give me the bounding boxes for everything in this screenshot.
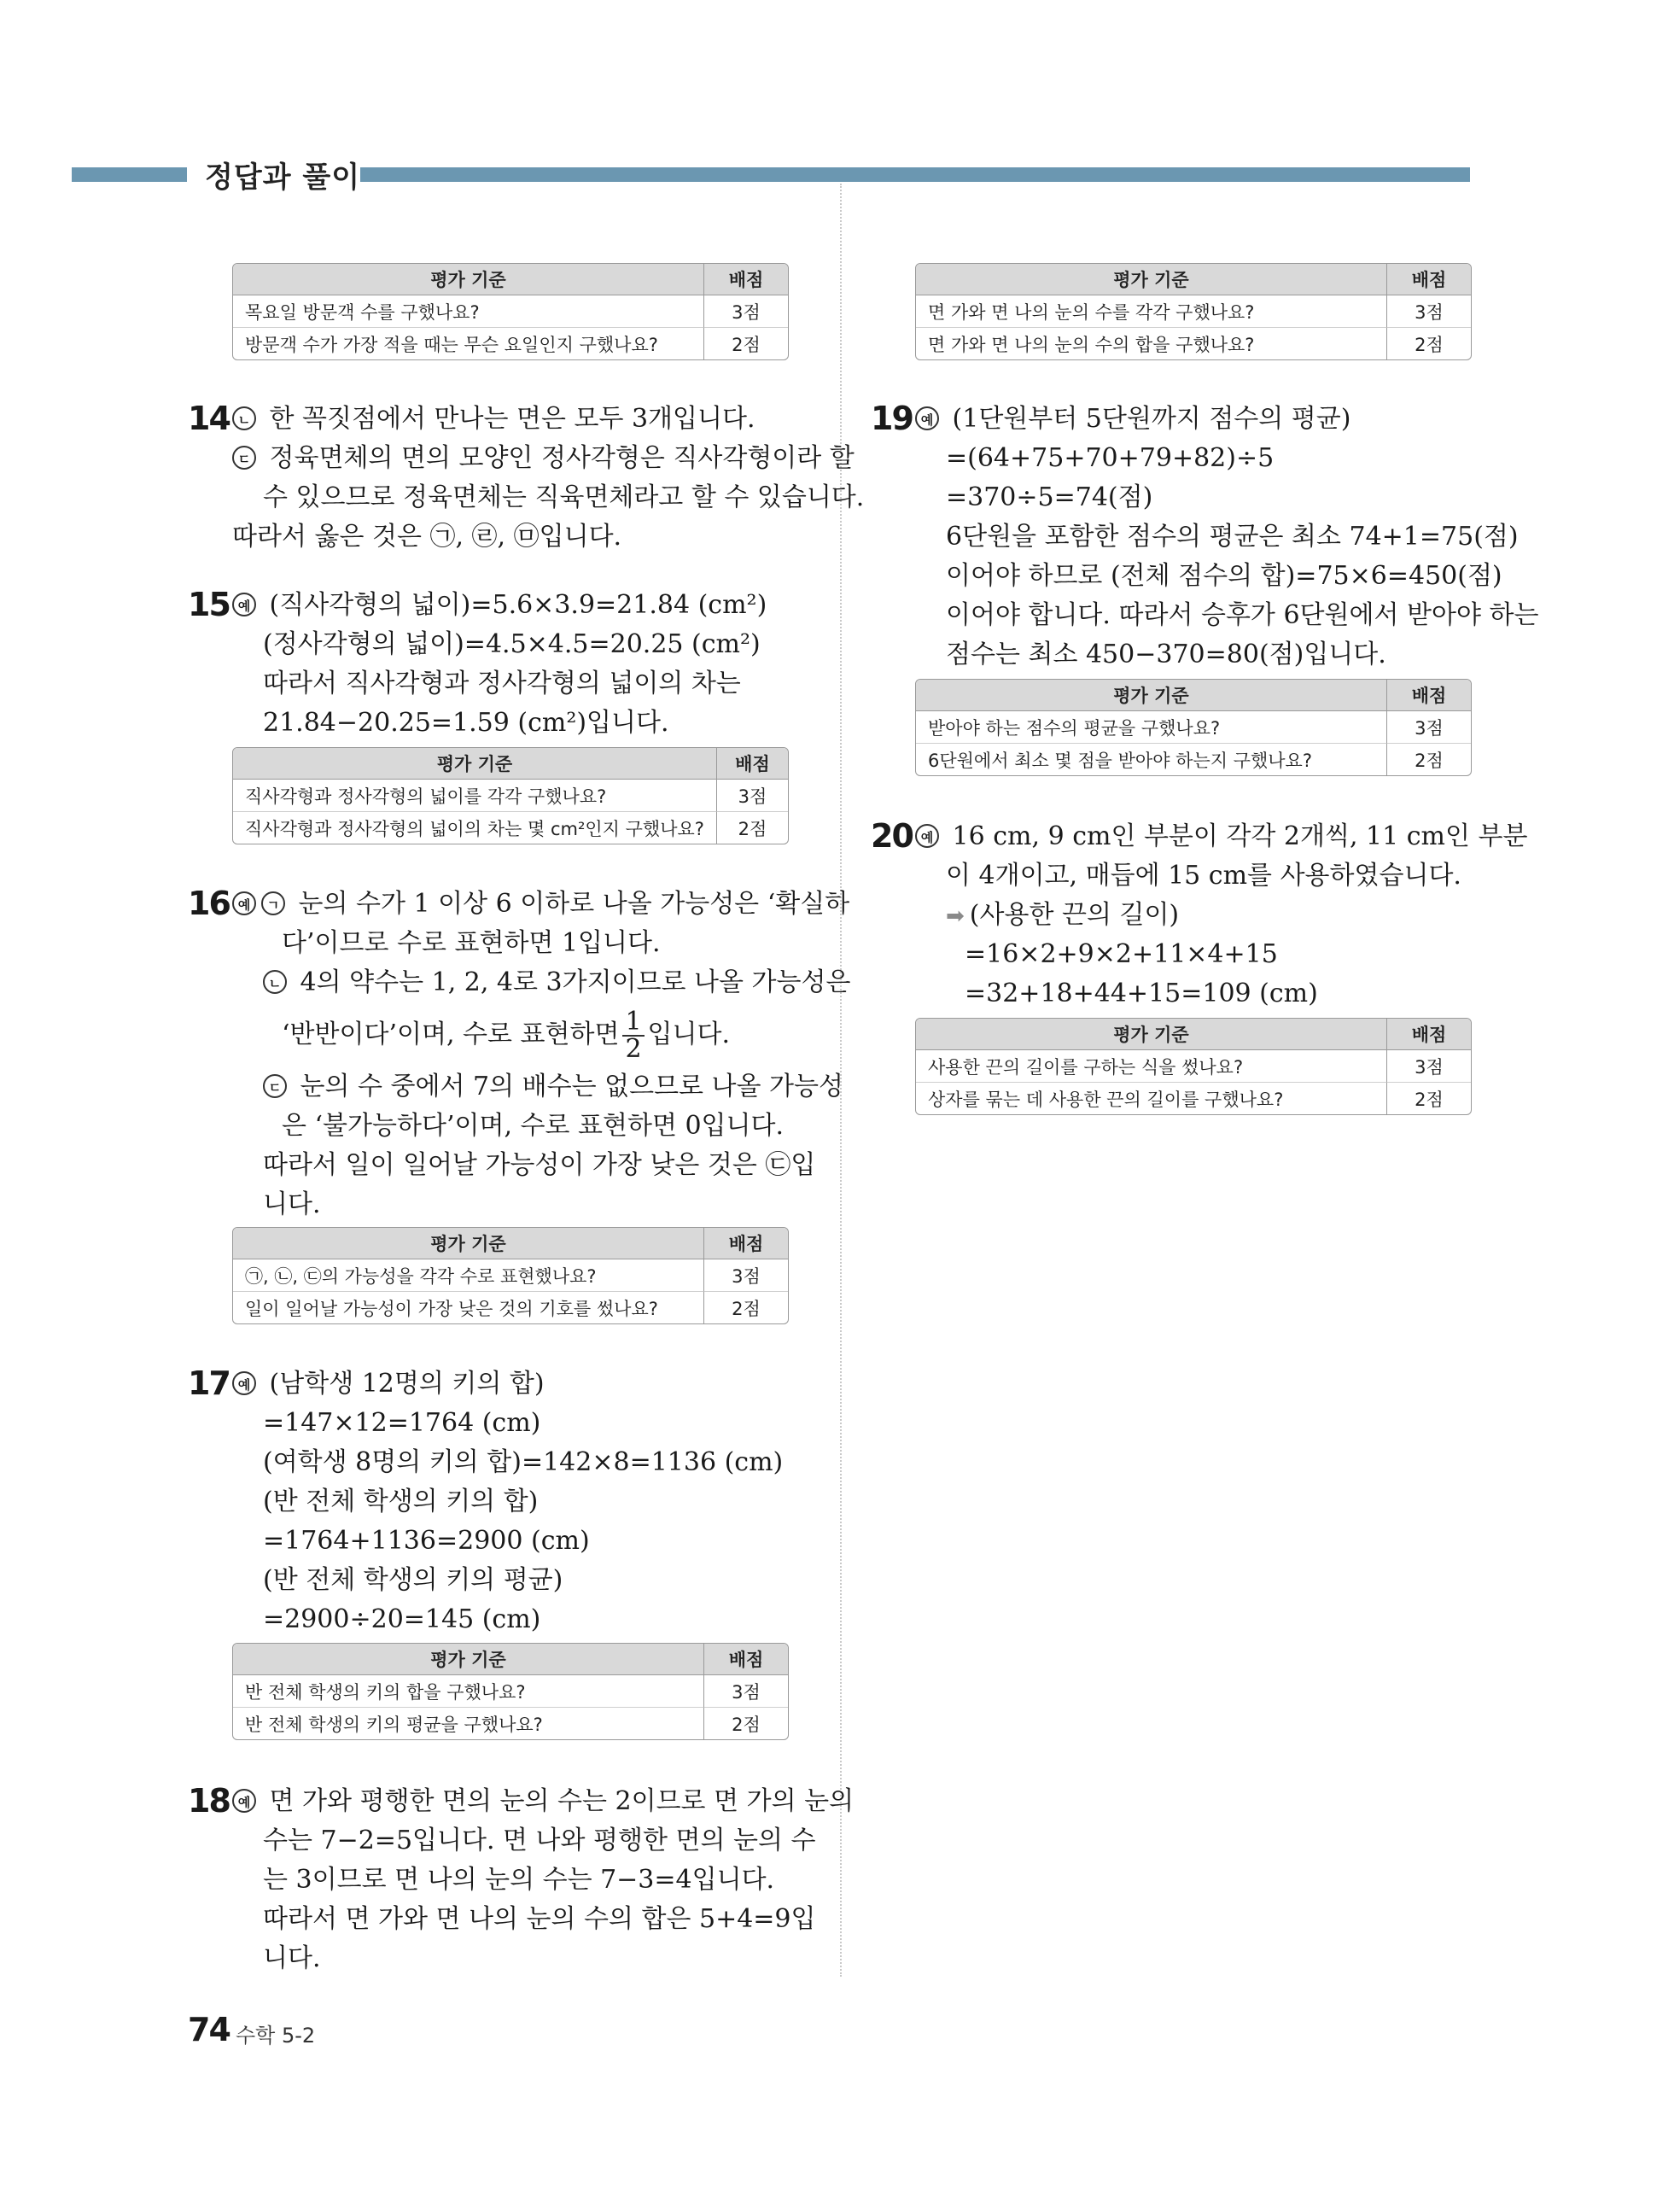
answer-line: 따라서 직사각형과 정사각형의 넓이의 차는 bbox=[263, 669, 741, 698]
criteria-row: 목요일 방문객 수를 구했나요? bbox=[245, 301, 480, 323]
question-number-18: 18 bbox=[188, 1782, 230, 1820]
fraction-denominator: 2 bbox=[625, 1034, 642, 1064]
example-mark: 예 bbox=[915, 406, 939, 430]
answer-line: 6단원을 포함한 점수의 평균은 최소 74+1=75(점) bbox=[946, 522, 1519, 552]
criteria-row: 6단원에서 최소 몇 점을 받아야 하는지 구했나요? bbox=[916, 743, 1386, 775]
criteria-header: 평가 기준 bbox=[916, 1019, 1386, 1050]
criteria-row: 면 가와 면 나의 눈의 수를 각각 구했나요? bbox=[928, 301, 1255, 323]
score-cell: 2점 bbox=[1386, 743, 1471, 775]
header-title: 정답과 풀이 bbox=[205, 161, 361, 195]
score-cell: 3점 bbox=[716, 780, 788, 811]
circled-mark: ㄷ bbox=[263, 1074, 287, 1098]
score-cell: 3점 bbox=[1386, 1050, 1471, 1082]
criteria-table-15 bbox=[232, 747, 789, 844]
score-cell: 3점 bbox=[703, 1675, 788, 1707]
criteria-row: 일이 일어날 가능성이 가장 낮은 것의 기호를 썼나요? bbox=[233, 1291, 703, 1323]
score-header: 배점 bbox=[1386, 1019, 1471, 1050]
answer-14 bbox=[232, 400, 864, 557]
score-cell: 3점 bbox=[1386, 711, 1471, 743]
criteria-table-13 bbox=[232, 263, 789, 360]
answer-line: (직사각형의 넓이)=5.6×3.9=21.84 (cm²) bbox=[261, 590, 767, 620]
question-number-19: 19 bbox=[871, 400, 913, 437]
score-header: 배점 bbox=[703, 1228, 788, 1259]
answer-15 bbox=[232, 586, 767, 743]
criteria-table-20 bbox=[915, 1018, 1472, 1115]
answer-line: 21.84−20.25=1.59 (cm²)입니다. bbox=[263, 708, 669, 738]
answer-18 bbox=[232, 1782, 854, 1978]
criteria-row: 반 전체 학생의 키의 평균을 구했나요? bbox=[233, 1707, 703, 1739]
question-number-17: 17 bbox=[188, 1364, 230, 1402]
answer-line: 따라서 옳은 것은 ㉠, ㉣, ㉤입니다. bbox=[232, 522, 622, 552]
criteria-row: 면 가와 면 나의 눈의 수의 합을 구했나요? bbox=[916, 327, 1386, 359]
answer-line: 이어야 하므로 (전체 점수의 합)=75×6=450(점) bbox=[946, 561, 1502, 591]
answer-line: 수는 7−2=5입니다. 면 나와 평행한 면의 눈의 수 bbox=[263, 1826, 816, 1855]
answer-line: 따라서 면 가와 면 나의 눈의 수의 합은 5+4=9입 bbox=[263, 1904, 816, 1934]
answer-line: =370÷5=74(점) bbox=[946, 482, 1153, 512]
score-cell: 3점 bbox=[703, 1259, 788, 1291]
criteria-header: 평가 기준 bbox=[916, 680, 1386, 711]
criteria-row: 받아야 하는 점수의 평균을 구했나요? bbox=[928, 717, 1221, 739]
score-cell: 2점 bbox=[703, 1707, 788, 1739]
answer-line: ‘반반이다’이며, 수로 표현하면 bbox=[282, 1020, 620, 1049]
answer-line: (정사각형의 넓이)=4.5×4.5=20.25 (cm²) bbox=[263, 629, 761, 659]
criteria-row: ㉠, ㉡, ㉢의 가능성을 각각 수로 표현했나요? bbox=[245, 1265, 597, 1287]
answer-line: =1764+1136=2900 (cm) bbox=[263, 1526, 590, 1556]
criteria-row: 직사각형과 정사각형의 넓이의 차는 몇 cm²인지 구했나요? bbox=[233, 811, 716, 844]
answer-line: (여학생 8명의 키의 합)=142×8=1136 (cm) bbox=[263, 1447, 784, 1477]
criteria-header: 평가 기준 bbox=[916, 264, 1386, 295]
answer-line: 니다. bbox=[263, 1943, 321, 1973]
arrow-right-icon: ➡ bbox=[946, 903, 965, 929]
answer-line: 면 가와 평행한 면의 눈의 수는 2이므로 면 가의 눈의 bbox=[261, 1786, 855, 1816]
fraction-numerator: 1 bbox=[622, 1009, 644, 1037]
answer-17 bbox=[232, 1364, 783, 1639]
question-number-16: 16 bbox=[188, 885, 230, 922]
score-cell: 2점 bbox=[716, 811, 788, 844]
answer-line: (반 전체 학생의 키의 합) bbox=[263, 1487, 539, 1516]
answer-line: 정육면체의 면의 모양인 정사각형은 직사각형이라 할 bbox=[261, 443, 855, 473]
answer-line: 한 꼭짓점에서 만나는 면은 모두 3개입니다. bbox=[261, 404, 755, 434]
answer-line: =(64+75+70+79+82)÷5 bbox=[946, 443, 1275, 473]
answer-line: (반 전체 학생의 키의 평균) bbox=[263, 1565, 563, 1595]
example-mark: 예 bbox=[232, 891, 256, 915]
score-header: 배점 bbox=[703, 264, 788, 295]
score-cell: 2점 bbox=[1386, 1082, 1471, 1114]
circled-mark: ㄷ bbox=[232, 446, 256, 470]
answer-line: 16 cm, 9 cm인 부분이 각각 2개씩, 11 cm인 부분 bbox=[944, 821, 1528, 851]
circled-mark: ㄴ bbox=[232, 406, 256, 430]
question-number-20: 20 bbox=[871, 817, 913, 855]
answer-line: 4의 약수는 1, 2, 4로 3가지이므로 나올 가능성은 bbox=[292, 967, 851, 997]
criteria-header: 평가 기준 bbox=[233, 264, 703, 295]
example-mark: 예 bbox=[232, 1789, 256, 1813]
answer-line: 수 있으므로 정육면체는 직육면체라고 할 수 있습니다. bbox=[263, 482, 865, 512]
header-bar-left bbox=[72, 167, 187, 182]
book-subject: 수학 5-2 bbox=[236, 2024, 316, 2048]
criteria-table-19 bbox=[915, 679, 1472, 776]
circled-mark: ㄱ bbox=[261, 891, 285, 915]
header-bar-right bbox=[360, 167, 1470, 182]
answer-19 bbox=[915, 400, 1538, 675]
criteria-row: 직사각형과 정사각형의 넓이를 각각 구했나요? bbox=[245, 786, 607, 807]
criteria-row: 방문객 수가 가장 적을 때는 무슨 요일인지 구했나요? bbox=[233, 327, 703, 359]
answer-line: =2900÷20=145 (cm) bbox=[263, 1604, 541, 1634]
score-cell: 2점 bbox=[703, 1291, 788, 1323]
answer-line: 점수는 최소 450−370=80(점)입니다. bbox=[946, 640, 1386, 669]
score-header: 배점 bbox=[716, 748, 788, 780]
criteria-table-17 bbox=[232, 1643, 789, 1740]
answer-line: (남학생 12명의 키의 합) bbox=[261, 1369, 545, 1399]
answer-line: 다’이므로 수로 표현하면 1입니다. bbox=[282, 928, 661, 958]
answer-line: (1단원부터 5단원까지 점수의 평균) bbox=[944, 404, 1351, 434]
score-cell: 3점 bbox=[703, 295, 788, 327]
fraction-one-half bbox=[622, 1009, 644, 1062]
answer-16 bbox=[232, 885, 850, 1224]
example-mark: 예 bbox=[232, 593, 256, 616]
answer-line: 니다. bbox=[263, 1189, 321, 1219]
question-number-15: 15 bbox=[188, 586, 230, 623]
answer-line: 눈의 수가 1 이상 6 이하로 나올 가능성은 ‘확실하 bbox=[290, 889, 850, 919]
answer-line: =16×2+9×2+11×4+15 bbox=[965, 939, 1278, 969]
answer-line: =32+18+44+15=109 (cm) bbox=[965, 979, 1318, 1008]
criteria-row: 반 전체 학생의 키의 합을 구했나요? bbox=[245, 1681, 526, 1703]
answer-line: 는 3이므로 면 나의 눈의 수는 7−3=4입니다. bbox=[263, 1865, 775, 1895]
criteria-header: 평가 기준 bbox=[233, 1228, 703, 1259]
answer-20 bbox=[915, 817, 1527, 1014]
score-cell: 2점 bbox=[1386, 327, 1471, 359]
criteria-header: 평가 기준 bbox=[233, 1644, 703, 1675]
circled-mark: ㄴ bbox=[263, 970, 287, 994]
criteria-table-18 bbox=[915, 263, 1472, 360]
answer-line: 따라서 일이 일어날 가능성이 가장 낮은 것은 ㉢입 bbox=[263, 1150, 816, 1180]
score-cell: 2점 bbox=[703, 327, 788, 359]
example-mark: 예 bbox=[232, 1371, 256, 1395]
score-header: 배점 bbox=[1386, 264, 1471, 295]
score-header: 배점 bbox=[703, 1644, 788, 1675]
answer-line: (사용한 끈의 길이) bbox=[969, 900, 1180, 930]
question-number-14: 14 bbox=[188, 400, 230, 437]
score-header: 배점 bbox=[1386, 680, 1471, 711]
criteria-header: 평가 기준 bbox=[233, 748, 716, 780]
answer-line: 은 ‘불가능하다’이며, 수로 표현하면 0입니다. bbox=[282, 1111, 785, 1141]
criteria-row: 상자를 묶는 데 사용한 끈의 길이를 구했나요? bbox=[916, 1082, 1386, 1114]
criteria-row: 사용한 끈의 길이를 구하는 식을 썼나요? bbox=[928, 1056, 1244, 1078]
page-number: 74 bbox=[188, 2011, 230, 2048]
answer-line: 눈의 수 중에서 7의 배수는 없으므로 나올 가능성 bbox=[292, 1072, 843, 1101]
answer-line: 이어야 합니다. 따라서 승후가 6단원에서 받아야 하는 bbox=[946, 600, 1539, 630]
answer-line: =147×12=1764 (cm) bbox=[263, 1408, 541, 1438]
score-cell: 3점 bbox=[1386, 295, 1471, 327]
criteria-table-16 bbox=[232, 1227, 789, 1324]
example-mark: 예 bbox=[915, 824, 939, 848]
answer-line: 이 4개이고, 매듭에 15 cm를 사용하였습니다. bbox=[946, 861, 1461, 891]
answer-line: 입니다. bbox=[647, 1020, 731, 1049]
